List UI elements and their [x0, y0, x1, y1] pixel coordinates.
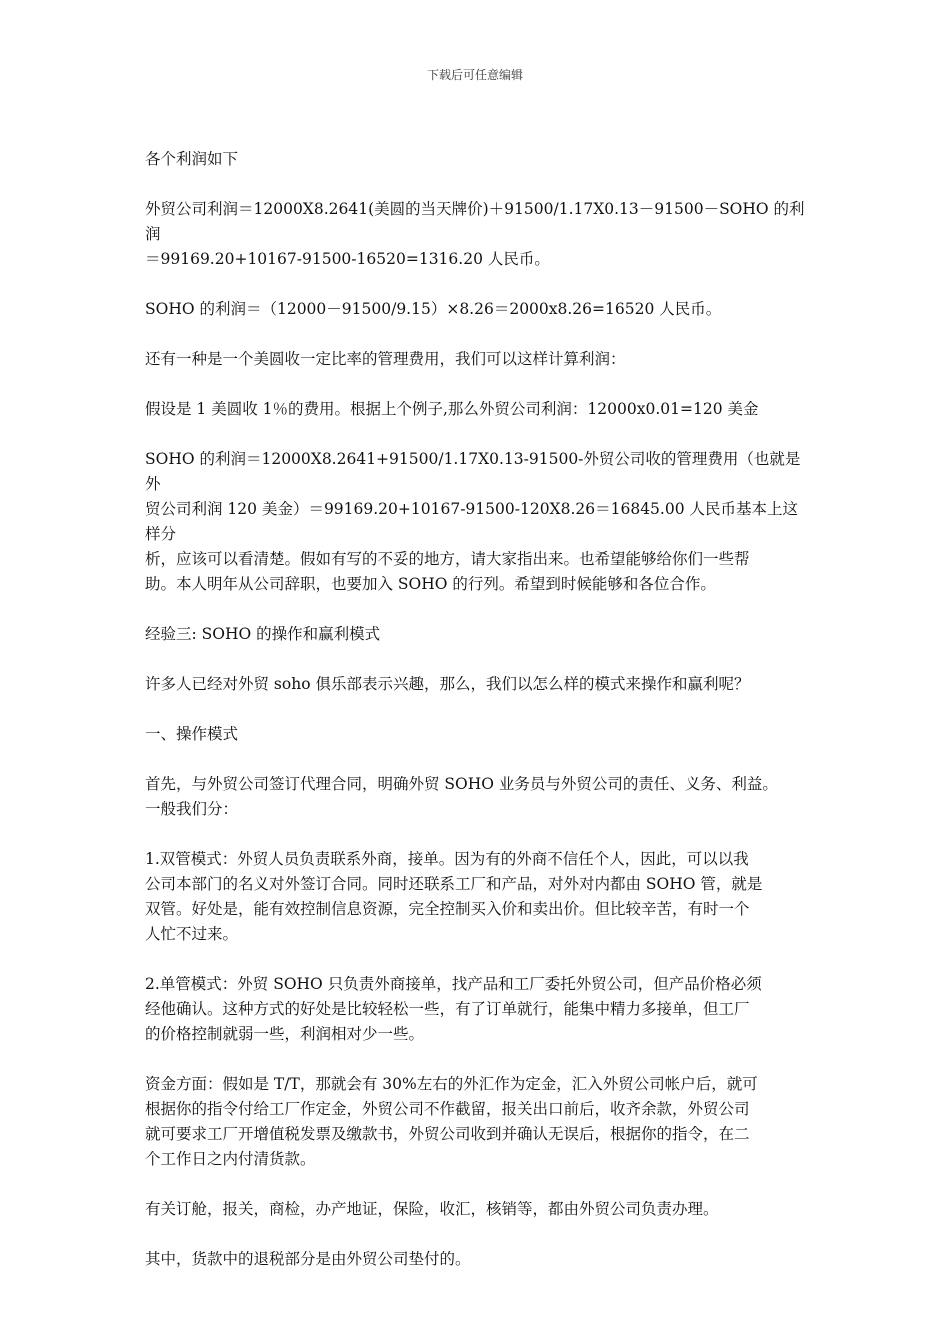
section-heading-operation-mode: 一、操作模式: [145, 725, 239, 743]
paragraph-tax-refund: 其中，货款中的退税部分是由外贸公司垫付的。: [145, 1250, 471, 1268]
paragraph-trade-company-profit: 外贸公司利润＝12000X8.2641(美圆的当天牌价)＋91500/1.17X0.13－91500－SOHO 的利润 ＝99169.20+10167-91500-16520=1316.20 人民币。: [145, 200, 805, 268]
paragraph-fee-example: 假设是 1 美圆收 1％的费用。根据上个例子,那么外贸公司利润：12000x0.01=120 美金: [145, 400, 759, 418]
paragraph-management-fee: 还有一种是一个美圆收一定比率的管理费用，我们可以这样计算利润：: [145, 350, 626, 368]
paragraph-logistics: 有关订舱，报关，商检，办产地证，保险，收汇，核销等，都由外贸公司负责办理。: [145, 1200, 719, 1218]
page-header: 下载后可任意编辑: [426, 68, 523, 82]
paragraph-dual-mode: 1.双管模式：外贸人员负责联系外商，接单。因为有的外商不信任个人，因此，可以以我 公司本部门的名义对外签订合同。同时还联系工厂和产品，对外对内都由 SOHO 管，就是 双管。好处是，能有效控制信息资源，完全控制买入价和卖出价。但比较辛苦，有时一个 人忙不过来。: [145, 850, 763, 943]
paragraph-soho-profit-2: SOHO 的利润＝12000X8.2641+91500/1.17X0.13-91500-外贸公司收的管理费用（也就是外 贸公司利润 120 美金）＝99169.20+10167-91500-120X8.26＝16845.00 人民币基本上这样分 析，应该可以看清楚。假如有写的不妥的地方，请大家指出来。也希望能够给你们一些帮 助。本人明年从公司辞职，也要加入 SOHO 的行列。希望到时候能够和各位合作。: [145, 450, 801, 593]
paragraph-interest: 许多人已经对外贸 soho 俱乐部表示兴趣，那么，我们以怎么样的模式来操作和赢利呢？: [145, 675, 750, 693]
document-body: [145, 147, 810, 1297]
paragraph-profit-intro: 各个利润如下: [145, 150, 239, 168]
paragraph-funds: 资金方面：假如是 T/T，那就会有 30%左右的外汇作为定金，汇入外贸公司帐户后，就可 根据你的指令付给工厂作定金，外贸公司不作截留，报关出口前后，收齐余款，外贸公司 就可要求工厂开增值税发票及缴款书，外贸公司收到并确认无误后，根据你的指令，在二 个工作日之内付清货款。: [145, 1075, 758, 1168]
paragraph-agency-contract: 首先，与外贸公司签订代理合同，明确外贸 SOHO 业务员与外贸公司的责任、义务、利益。 一般我们分：: [145, 775, 778, 818]
paragraph-single-mode: 2.单管模式：外贸 SOHO 只负责外商接单，找产品和工厂委托外贸公司，但产品价格必须 经他确认。这种方式的好处是比较轻松一些，有了订单就行，能集中精力多接单，但工厂 的价格控制就弱一些，利润相对少一些。: [145, 975, 762, 1043]
paragraph-soho-profit: SOHO 的利润＝（12000－91500/9.15）×8.26＝2000x8.26=16520 人民币。: [145, 300, 722, 318]
section-heading-experience-3: 经验三: SOHO 的操作和赢利模式: [145, 625, 381, 643]
